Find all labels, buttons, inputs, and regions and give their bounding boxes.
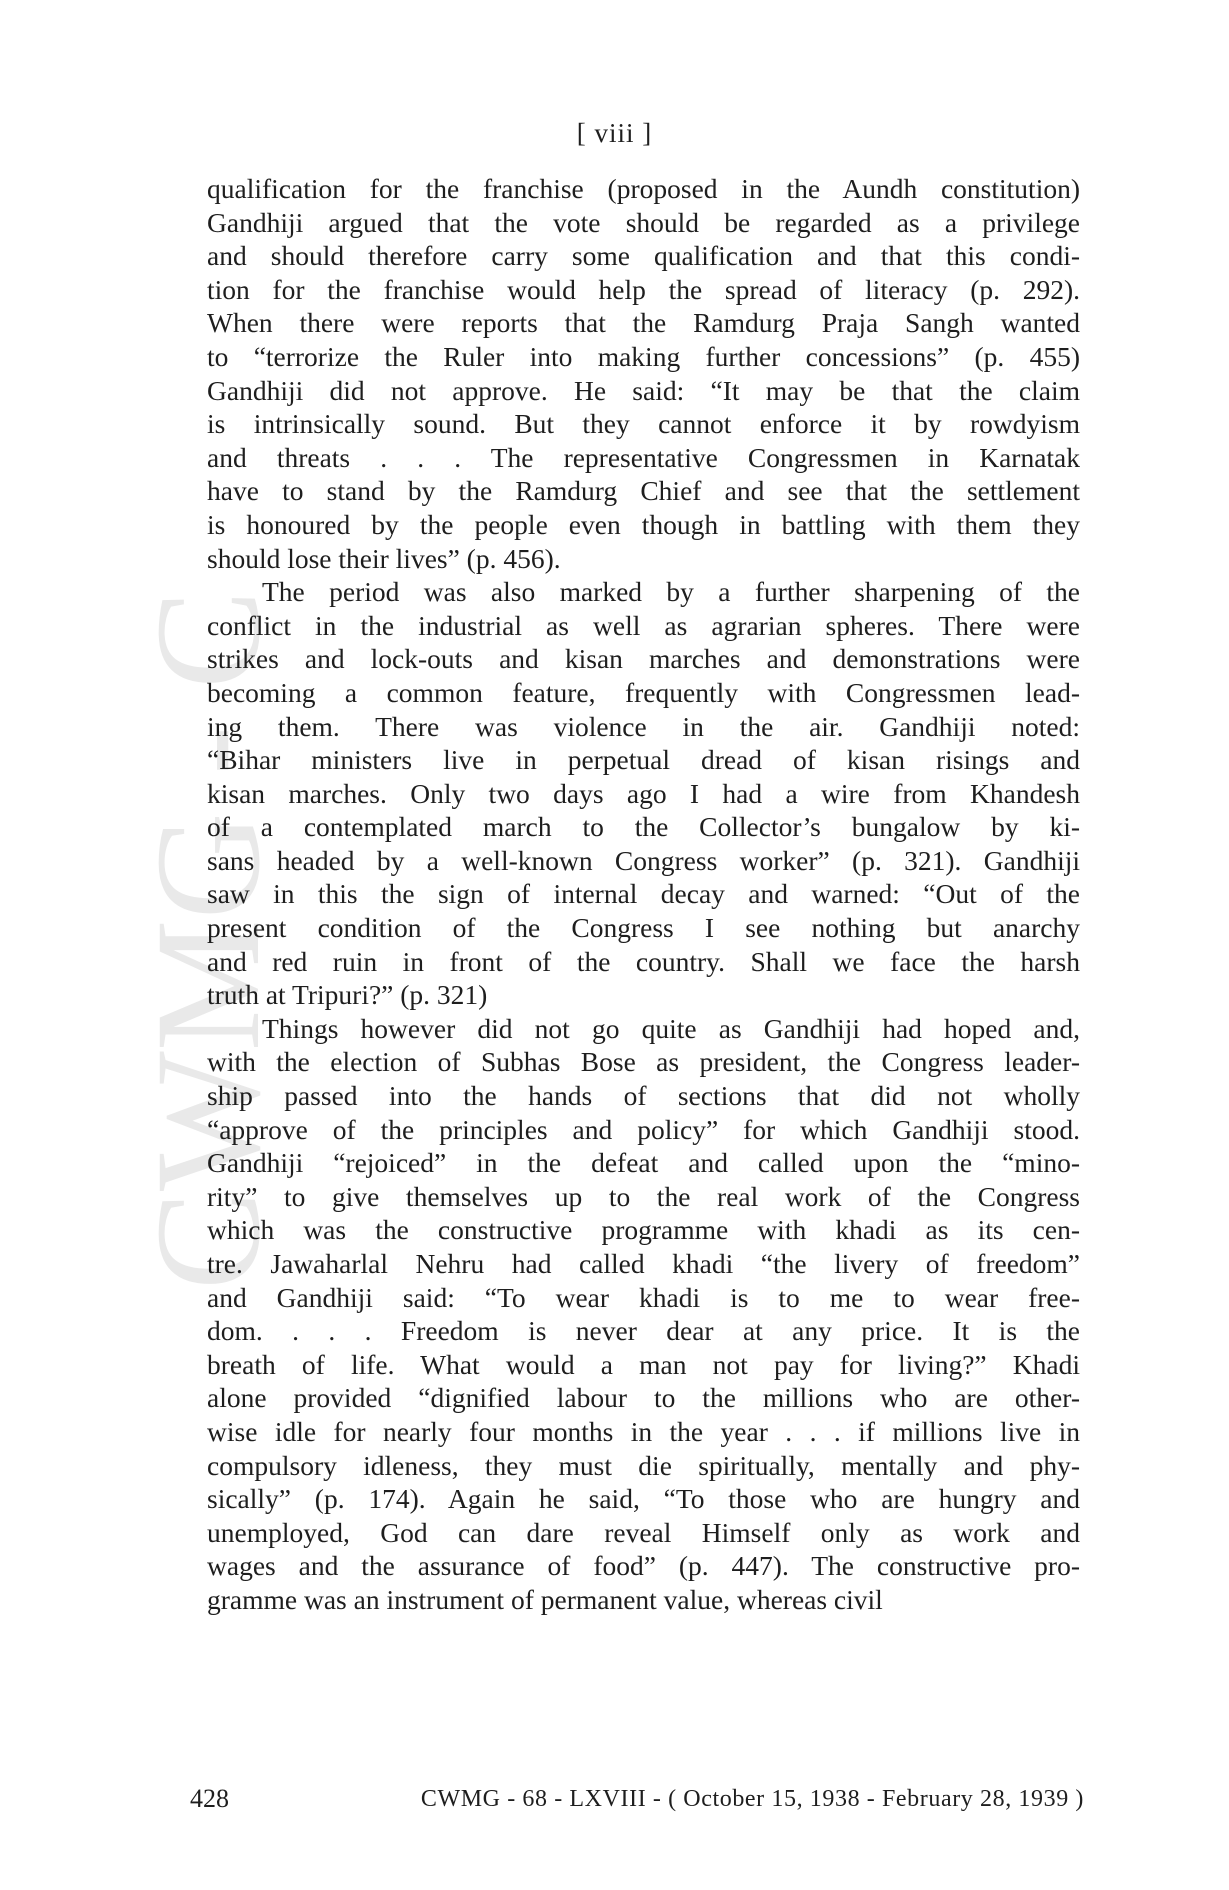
text-line: “approve of the principles and policy” for which Gandhiji stood. bbox=[207, 1113, 1080, 1145]
watermark-text: CWMG - C bbox=[125, 581, 291, 1290]
text-line: conflict in the industrial as well as agrarian spheres. There were bbox=[207, 609, 1080, 641]
text-line: of a contemplated march to the Collector’s bungalow by ki- bbox=[207, 811, 1080, 843]
text-line: and should therefore carry some qualification and that this condi- bbox=[207, 240, 1080, 272]
text-line: present condition of the Congress I see nothing but anarchy bbox=[207, 912, 1080, 944]
text-line: strikes and lock-outs and kisan marches and demonstrations were bbox=[207, 643, 1080, 675]
text-line: with the election of Subhas Bose as president, the Congress leader- bbox=[207, 1046, 1080, 1078]
text-line: rity” to give themselves up to the real work of the Congress bbox=[207, 1180, 1080, 1212]
text-line: wise idle for nearly four months in the year . . . if millions live in bbox=[207, 1415, 1080, 1447]
text-line: which was the constructive programme with khadi as its cen- bbox=[207, 1214, 1080, 1246]
text-line: The period was also marked by a further sharpening of the bbox=[262, 576, 1080, 608]
text-line: truth at Tripuri?” (p. 321) bbox=[207, 979, 488, 1011]
text-line: “Bihar ministers live in perpetual dread of kisan risings and bbox=[207, 744, 1080, 776]
text-line: breath of life. What would a man not pay for living?” Khadi bbox=[207, 1348, 1080, 1380]
page-number: 428 bbox=[190, 1784, 229, 1813]
text-line: Things however did not go quite as Gandhiji had hoped and, bbox=[262, 1012, 1080, 1044]
text-line: Gandhiji argued that the vote should be regarded as a privilege bbox=[207, 206, 1080, 238]
text-line: Gandhiji did not approve. He said: “It may be that the claim bbox=[207, 374, 1080, 406]
text-line: When there were reports that the Ramdurg Praja Sangh wanted bbox=[207, 307, 1080, 339]
text-line: Gandhiji “rejoiced” in the defeat and called upon the “mino- bbox=[207, 1147, 1080, 1179]
paragraph bbox=[207, 172, 1080, 575]
text-line: gramme was an instrument of permanent value, whereas civil bbox=[207, 1583, 883, 1615]
paragraph bbox=[207, 575, 1080, 1012]
text-line: dom. . . . Freedom is never dear at any price. It is the bbox=[207, 1315, 1080, 1347]
text-line: unemployed, God can dare reveal Himself only as work and bbox=[207, 1516, 1080, 1548]
text-line: alone provided “dignified labour to the millions who are other- bbox=[207, 1382, 1080, 1414]
text-line: ing them. There was violence in the air. Gandhiji noted: bbox=[207, 710, 1080, 742]
text-line: sically” (p. 174). Again he said, “To those who are hungry and bbox=[207, 1483, 1080, 1515]
paragraph bbox=[207, 1012, 1080, 1617]
volume-reference: CWMG - 68 - LXVIII - ( October 15, 1938 - February 28, 1939 ) bbox=[420, 1786, 1084, 1812]
text-line: tion for the franchise would help the spread of literacy (p. 292). bbox=[207, 273, 1080, 305]
text-line: is intrinsically sound. But they cannot enforce it by rowdyism bbox=[207, 408, 1080, 440]
text-line: should lose their lives” (p. 456). bbox=[207, 542, 561, 574]
text-line: and threats . . . The representative Congressmen in Karnatak bbox=[207, 441, 1080, 473]
text-line: qualification for the franchise (proposed in the Aundh constitution) bbox=[207, 173, 1080, 204]
text-line: kisan marches. Only two days ago I had a wire from Khandesh bbox=[207, 777, 1080, 809]
body-text bbox=[207, 172, 1080, 1617]
text-line: is honoured by the people even though in battling with them they bbox=[207, 508, 1080, 540]
text-line: and Gandhiji said: “To wear khadi is to me to wear free- bbox=[207, 1281, 1080, 1313]
text-line: and red ruin in front of the country. Shall we face the harsh bbox=[207, 945, 1080, 977]
text-line: sans headed by a well-known Congress worker” (p. 321). Gandhiji bbox=[207, 844, 1080, 876]
text-line: tre. Jawaharlal Nehru had called khadi “the livery of freedom” bbox=[207, 1248, 1080, 1279]
text-line: have to stand by the Ramdurg Chief and see that the settlement bbox=[207, 475, 1080, 507]
text-line: saw in this the sign of internal decay and warned: “Out of the bbox=[207, 878, 1080, 910]
text-line: compulsory idleness, they must die spiritually, mentally and phy- bbox=[207, 1449, 1080, 1481]
text-line: becoming a common feature, frequently with Congressmen lead- bbox=[207, 676, 1080, 708]
text-line: to “terrorize the Ruler into making further concessions” (p. 455) bbox=[207, 340, 1080, 372]
page-header-label: [ viii ] bbox=[576, 118, 653, 148]
text-line: ship passed into the hands of sections that did not wholly bbox=[207, 1080, 1080, 1112]
text-line: wages and the assurance of food” (p. 447). The constructive pro- bbox=[207, 1550, 1080, 1582]
